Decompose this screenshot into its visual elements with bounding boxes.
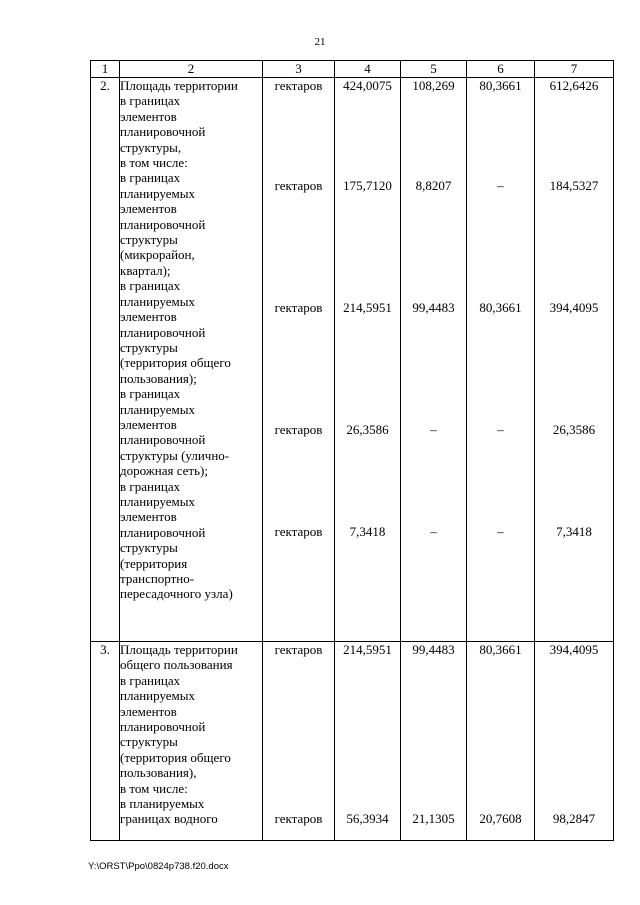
value-cell: 394,4095 <box>549 642 599 657</box>
value-cell: – <box>497 178 504 193</box>
description-line: пользования), <box>120 765 197 781</box>
page-number: 21 <box>314 36 326 48</box>
column-header: 3 <box>263 61 335 78</box>
description-line: планируемых <box>120 493 196 509</box>
description-line: элементов <box>120 416 177 432</box>
data-table <box>90 60 614 841</box>
description-line: планировочной <box>120 324 206 340</box>
description-line: в планируемых <box>120 796 205 812</box>
description-line: в том числе: <box>120 780 188 796</box>
value-cell: 424,0075 <box>343 78 392 93</box>
description-line: в границах <box>120 386 181 402</box>
value-cell: – <box>497 422 504 437</box>
column-header: 4 <box>335 61 401 78</box>
description-line: элементов <box>120 201 177 217</box>
unit-value: гектаров <box>274 811 323 826</box>
value-cell: 80,3661 <box>479 642 522 657</box>
description-line: в границах <box>120 278 181 294</box>
description-line: планировочной <box>120 216 206 232</box>
value-cell: 26,3586 <box>552 422 596 437</box>
description-line: пересадочного узла) <box>120 586 233 602</box>
unit-value: гектаров <box>274 422 323 437</box>
description-line: в том числе: <box>120 155 188 171</box>
description-line: Площадь территории <box>120 642 238 657</box>
description-line: планируемых <box>120 401 196 417</box>
file-path-footer: Y:\ORST\Ppo\0824p738.f20.docx <box>88 861 229 872</box>
description-line: в границах <box>120 672 181 688</box>
value-cell: 7,3418 <box>556 524 592 539</box>
unit-value: гектаров <box>274 524 323 539</box>
column-header: 1 <box>91 61 120 78</box>
value-cell: 56,3934 <box>346 811 389 826</box>
description-line: в границах <box>120 93 181 109</box>
description-line: структуры <box>120 339 178 355</box>
unit-cell <box>263 642 335 841</box>
description-line: границах водного <box>120 811 218 827</box>
col7-cell <box>535 78 614 642</box>
value-cell: 99,4483 <box>412 300 455 315</box>
value-cell: – <box>430 524 437 539</box>
value-cell: 21,1305 <box>412 811 455 826</box>
description-line: структуры <box>120 232 178 248</box>
value-cell: 80,3661 <box>479 78 522 93</box>
description-line: транспортно- <box>120 571 195 586</box>
row-number: 3. <box>91 642 120 841</box>
description-line: (территория <box>120 555 188 571</box>
description-line: структуры, <box>120 139 182 155</box>
value-cell: 612,6426 <box>549 78 599 93</box>
description-line: (территория общего <box>120 749 231 765</box>
description-line: общего пользования <box>120 657 233 673</box>
description-line: планируемых <box>120 688 196 704</box>
value-cell: 20,7608 <box>479 811 522 826</box>
unit-value: гектаров <box>274 178 323 193</box>
description-line: планируемых <box>120 185 196 201</box>
value-cell: 108,269 <box>412 78 455 93</box>
description-line: квартал); <box>120 262 171 278</box>
value-cell: 80,3661 <box>479 300 522 315</box>
value-cell: – <box>497 524 504 539</box>
description-line: планировочной <box>120 124 206 140</box>
column-header: 2 <box>120 61 263 78</box>
description-line: элементов <box>120 703 177 719</box>
description-line: дорожная сеть); <box>120 463 208 479</box>
value-cell: 214,5951 <box>343 642 392 657</box>
col6-cell <box>467 642 535 841</box>
value-cell: 7,3418 <box>349 524 386 539</box>
row-description <box>120 78 263 642</box>
value-cell: 394,4095 <box>549 300 599 315</box>
unit-cell <box>263 78 335 642</box>
col7-cell <box>535 642 614 841</box>
value-cell: 8,8207 <box>415 178 452 193</box>
description-line: Площадь территории <box>120 78 238 93</box>
col4-cell <box>335 78 401 642</box>
description-line: структуры <box>120 734 178 750</box>
description-line: (микрорайон, <box>120 247 195 263</box>
description-line: планировочной <box>120 719 206 735</box>
description-line: структуры <box>120 540 178 556</box>
value-cell: 175,7120 <box>343 178 392 193</box>
description-line: элементов <box>120 509 177 525</box>
table-row <box>91 642 614 841</box>
value-cell: 26,3586 <box>346 422 389 437</box>
table-header-row <box>91 61 614 78</box>
value-cell: 184,5327 <box>549 178 599 193</box>
description-line: структуры (улично- <box>120 447 230 463</box>
column-header: 7 <box>535 61 614 78</box>
description-line: элементов <box>120 309 177 325</box>
description-line: в границах <box>120 170 181 186</box>
row-description <box>120 642 263 841</box>
description-line: пользования); <box>120 370 197 386</box>
col6-cell <box>467 78 535 642</box>
column-header: 6 <box>467 61 535 78</box>
col4-cell <box>335 642 401 841</box>
col5-cell <box>401 642 467 841</box>
row-number: 2. <box>91 78 120 642</box>
description-line: планировочной <box>120 432 206 448</box>
description-line: планировочной <box>120 524 206 540</box>
column-header: 5 <box>401 61 467 78</box>
table-row <box>91 78 614 642</box>
value-cell: 214,5951 <box>343 300 392 315</box>
value-cell: 99,4483 <box>412 642 455 657</box>
description-line: планируемых <box>120 293 196 309</box>
description-line: элементов <box>120 108 177 124</box>
unit-value: гектаров <box>274 300 323 315</box>
unit-value: гектаров <box>274 78 323 93</box>
value-cell: 98,2847 <box>552 811 596 826</box>
col5-cell <box>401 78 467 642</box>
value-cell: – <box>430 422 437 437</box>
description-line: в границах <box>120 478 181 494</box>
unit-value: гектаров <box>274 642 323 657</box>
description-line: (территория общего <box>120 355 231 371</box>
